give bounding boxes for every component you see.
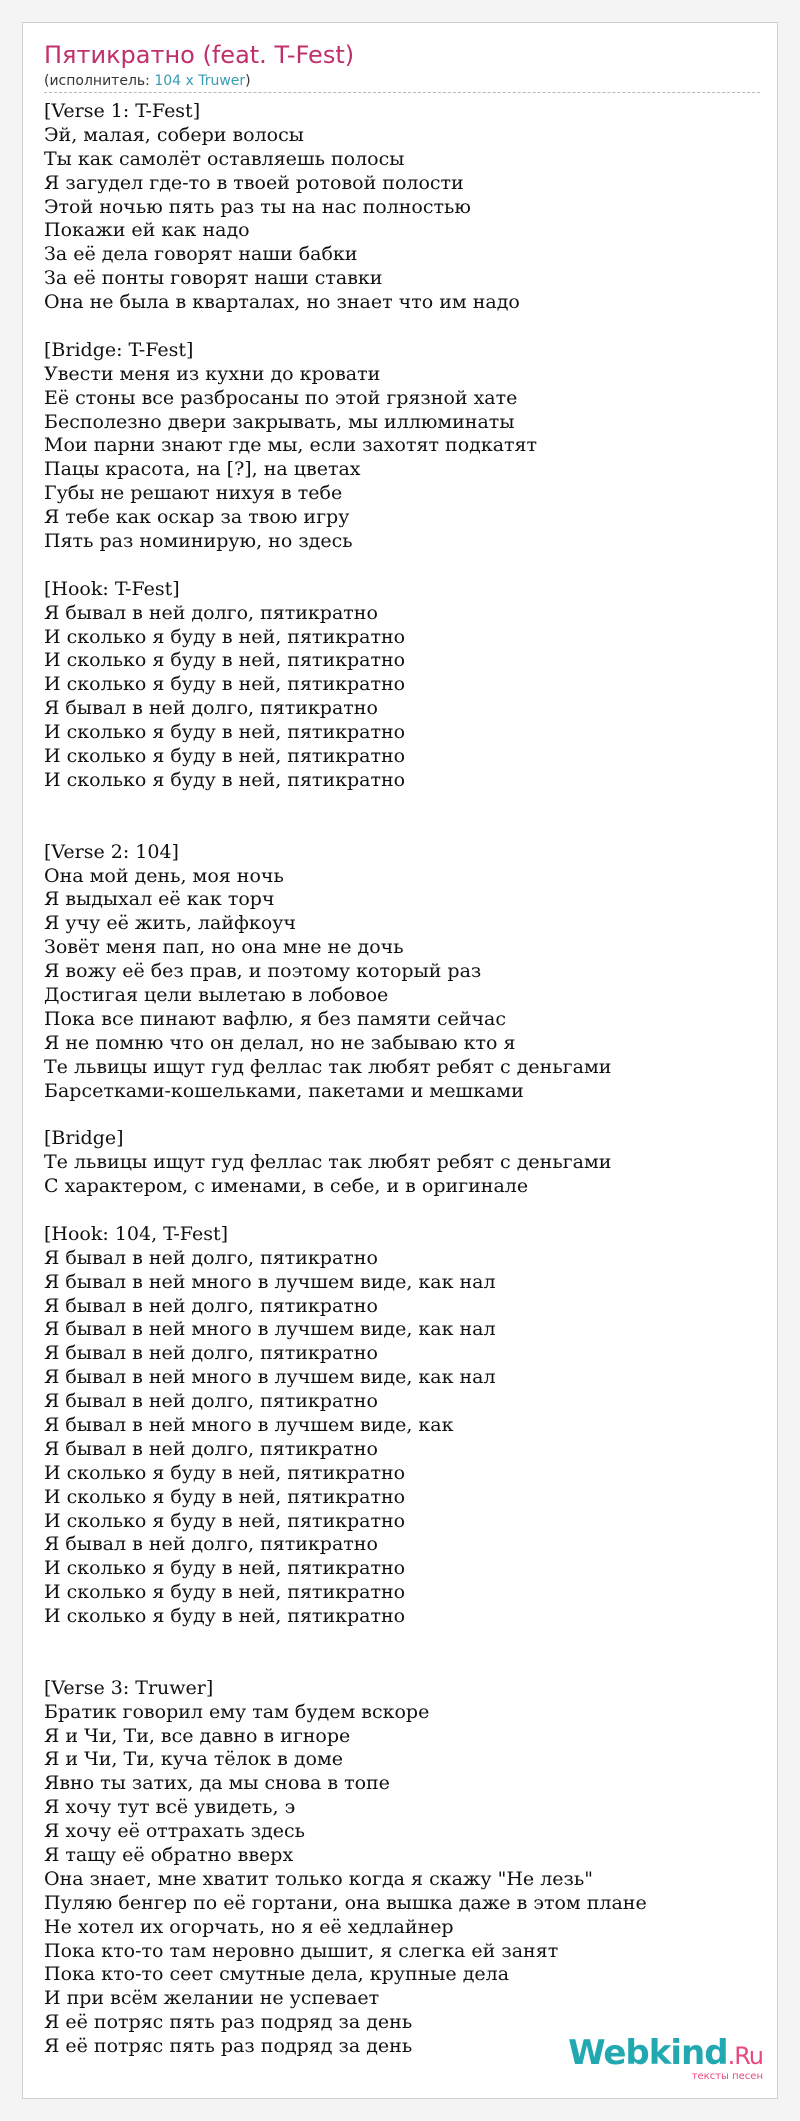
lyrics-line: Те львицы ищут гуд феллас так любят ребят с деньгами	[44, 1151, 612, 1174]
lyrics-line: Она знает, мне хватит только когда я скажу "Не лезь"	[44, 1867, 593, 1890]
lyrics-line: И сколько я буду в ней, пятикратно	[44, 768, 406, 791]
lyrics-line: Я бывал в ней долго, пятикратно	[44, 1246, 378, 1269]
lyrics-line: [Hook: 104, T-Fest]	[44, 1222, 228, 1245]
lyrics-line: Я бывал в ней долго, пятикратно	[44, 697, 378, 720]
lyrics-line: И сколько я буду в ней, пятикратно	[44, 673, 406, 696]
lyrics-line: За её дела говорят наши бабки	[44, 243, 358, 266]
lyrics-line: Зовёт меня пап, но она мне не дочь	[44, 936, 404, 959]
lyrics-blank-line	[44, 1653, 760, 1677]
lyrics-line: Я не помню что он делал, но не забываю кто я	[44, 1031, 516, 1054]
artist-suffix: )	[245, 73, 251, 89]
lyrics-line: Я загудел где-то в твоей ротовой полости	[44, 171, 464, 194]
lyrics-line: Пока все пинают вафлю, я без памяти сейчас	[44, 1007, 507, 1030]
lyrics-line: Я хочу тут всё увидеть, э	[44, 1796, 296, 1819]
lyrics-line: [Verse 3: Truwer]	[44, 1676, 214, 1699]
lyrics-line: Мои парни знают где мы, если захотят подкатят	[44, 434, 538, 457]
logo-tagline: тексты песен	[691, 2071, 763, 2082]
lyrics-line: Я хочу её оттрахать здесь	[44, 1820, 306, 1843]
lyrics-line: Я бывал в ней долго, пятикратно	[44, 1390, 378, 1413]
lyrics-line: Пуляю бенгер по её гортани, она вышка даже в этом плане	[44, 1891, 647, 1914]
lyrics-line: Покажи ей как надо	[44, 219, 250, 242]
lyrics-line: И сколько я буду в ней, пятикратно	[44, 649, 406, 672]
lyrics-blank-line	[44, 315, 760, 339]
lyrics-blank-line	[44, 1103, 760, 1127]
lyrics-line: Я и Чи, Ти, все давно в игноре	[44, 1724, 351, 1747]
lyrics-line: Я бывал в ней долго, пятикратно	[44, 1437, 378, 1460]
lyrics-line: Пацы красота, на [?], на цветах	[44, 458, 361, 481]
lyrics-line: Я тащу её обратно вверх	[44, 1844, 294, 1867]
lyrics-line: Я её потряс пять раз подряд за день	[44, 2011, 413, 2034]
lyrics-line: И сколько я буду в ней, пятикратно	[44, 1485, 406, 1508]
artist-prefix: (исполнитель:	[44, 73, 155, 89]
lyrics-blank-line	[44, 1199, 760, 1223]
lyrics-line: Эй, малая, собери волосы	[44, 123, 304, 146]
lyrics-line: Этой ночью пять раз ты на нас полностью	[44, 195, 471, 218]
lyrics-body	[44, 100, 760, 2059]
lyrics-line: Я бывал в ней много в лучшем виде, как нал	[44, 1270, 496, 1293]
lyrics-line: Я бывал в ней долго, пятикратно	[44, 1294, 378, 1317]
lyrics-line: [Verse 1: T-Fest]	[44, 100, 201, 122]
lyrics-line: Я выдыхал её как торч	[44, 888, 275, 911]
lyrics-line: Она не была в кварталах, но знает что им надо	[44, 291, 520, 314]
lyrics-line: Я бывал в ней долго, пятикратно	[44, 601, 378, 624]
lyrics-line: [Bridge]	[44, 1127, 124, 1150]
lyrics-blank-line	[44, 793, 760, 817]
lyrics-line: Явно ты затих, да мы снова в топе	[44, 1772, 390, 1795]
lyrics-line: За её понты говорят наши ставки	[44, 267, 383, 290]
lyrics-line: [Bridge: T-Fest]	[44, 338, 194, 361]
lyrics-line: Пока кто-то сеет смутные дела, крупные дела	[44, 1963, 510, 1986]
lyrics-line: Она мой день, моя ночь	[44, 864, 284, 887]
webkind-logo[interactable]	[568, 2033, 763, 2082]
lyrics-line: Достигая цели вылетаю в лобовое	[44, 983, 389, 1006]
lyrics-line: Увести меня из кухни до кровати	[44, 362, 381, 385]
lyrics-line: Я бывал в ней долго, пятикратно	[44, 1342, 378, 1365]
lyrics-line: И сколько я буду в ней, пятикратно	[44, 1581, 406, 1604]
lyrics-blank-line	[44, 817, 760, 841]
logo-word: Webkind	[568, 2033, 728, 2073]
lyrics-card	[22, 22, 778, 2099]
lyrics-line: Ты как самолёт оставляешь полосы	[44, 147, 405, 170]
lyrics-line: И сколько я буду в ней, пятикратно	[44, 1557, 406, 1580]
lyrics-line: Барсетками-кошельками, пакетами и мешками	[44, 1079, 524, 1102]
lyrics-line: Я бывал в ней много в лучшем виде, как нал	[44, 1366, 496, 1389]
lyrics-line: Братик говорил ему там будем вскоре	[44, 1700, 430, 1723]
lyrics-line: Пять раз номинирую, но здесь	[44, 530, 353, 553]
lyrics-line: И сколько я буду в ней, пятикратно	[44, 721, 406, 744]
lyrics-line: С характером, с именами, в себе, и в оригинале	[44, 1175, 529, 1198]
logo-tld: .Ru	[727, 2042, 763, 2070]
artist-line	[44, 72, 760, 90]
lyrics-line: И сколько я буду в ней, пятикратно	[44, 625, 406, 648]
lyrics-line: Бесполезно двери закрывать, мы иллюминаты	[44, 410, 515, 433]
lyrics-line: Не хотел их огорчать, но я её хедлайнер	[44, 1915, 454, 1938]
lyrics-line: Пока кто-то там неровно дышит, я слегка ей занят	[44, 1939, 559, 1962]
lyrics-line: Я учу её жить, лайфкоуч	[44, 912, 296, 935]
lyrics-line: И сколько я буду в ней, пятикратно	[44, 1605, 406, 1628]
lyrics-line: И сколько я буду в ней, пятикратно	[44, 1509, 406, 1532]
lyrics-line: Те львицы ищут гуд феллас так любят ребят с деньгами	[44, 1055, 612, 1078]
divider	[44, 92, 760, 93]
lyrics-line: Губы не решают нихуя в тебе	[44, 482, 343, 505]
lyrics-line: Я вожу её без прав, и поэтому который раз	[44, 960, 482, 983]
lyrics-line: [Verse 2: 104]	[44, 840, 179, 863]
lyrics-line: Я и Чи, Ти, куча тёлок в доме	[44, 1748, 343, 1771]
lyrics-line: [Hook: T-Fest]	[44, 577, 180, 600]
lyrics-blank-line	[44, 554, 760, 578]
lyrics-line: И сколько я буду в ней, пятикратно	[44, 1461, 406, 1484]
lyrics-line: Я бывал в ней много в лучшем виде, как нал	[44, 1318, 496, 1341]
lyrics-line: Я её потряс пять раз подряд за день	[44, 2035, 413, 2058]
artist-link[interactable]: 104 x Truwer	[154, 73, 246, 89]
lyrics-line: И при всём желании не успевает	[44, 1987, 380, 2010]
lyrics-line: Я тебе как оскар за твою игру	[44, 506, 350, 529]
lyrics-line: Я бывал в ней много в лучшем виде, как	[44, 1413, 454, 1436]
lyrics-line: Я бывал в ней долго, пятикратно	[44, 1533, 378, 1556]
lyrics-line: И сколько я буду в ней, пятикратно	[44, 745, 406, 768]
song-title: Пятикратно (feat. T-Fest)	[44, 41, 355, 69]
lyrics-line: Её стоны все разбросаны по этой грязной хате	[44, 386, 518, 409]
lyrics-blank-line	[44, 1629, 760, 1653]
